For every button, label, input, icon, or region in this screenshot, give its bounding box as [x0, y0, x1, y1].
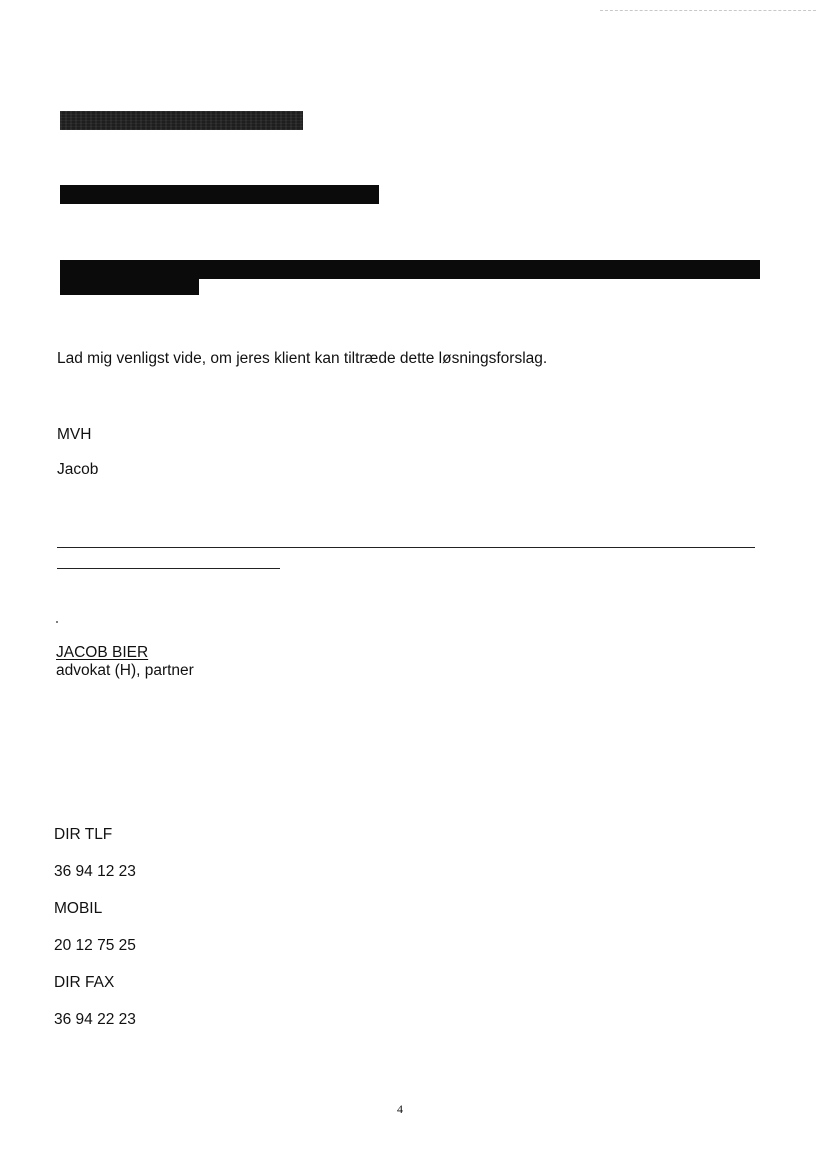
direct-fax-label: DIR FAX	[54, 974, 115, 991]
sender-first-name: Jacob	[57, 461, 99, 478]
redaction-bar-1	[60, 111, 303, 130]
scan-edge-mark	[600, 10, 816, 11]
separator-line-short	[57, 568, 280, 569]
signature-title: advokat (H), partner	[56, 662, 194, 679]
direct-phone-number: 36 94 12 23	[54, 863, 136, 880]
separator-line-long	[57, 547, 755, 548]
mobile-label: MOBIL	[54, 900, 103, 917]
page-number: 4	[397, 1102, 403, 1116]
redaction-bar-2	[60, 185, 379, 204]
direct-phone-label: DIR TLF	[54, 826, 113, 843]
redaction-bar-3	[60, 260, 760, 279]
signature-name: JACOB BIER	[56, 644, 149, 661]
redaction-bar-3-continuation	[60, 278, 199, 295]
closing: MVH	[57, 426, 92, 443]
request-sentence: Lad mig venligst vide, om jeres klient kan tiltræde dette løsningsforslag.	[57, 350, 548, 367]
stray-dot	[56, 621, 58, 623]
mobile-number: 20 12 75 25	[54, 937, 136, 954]
direct-fax-number: 36 94 22 23	[54, 1011, 136, 1028]
